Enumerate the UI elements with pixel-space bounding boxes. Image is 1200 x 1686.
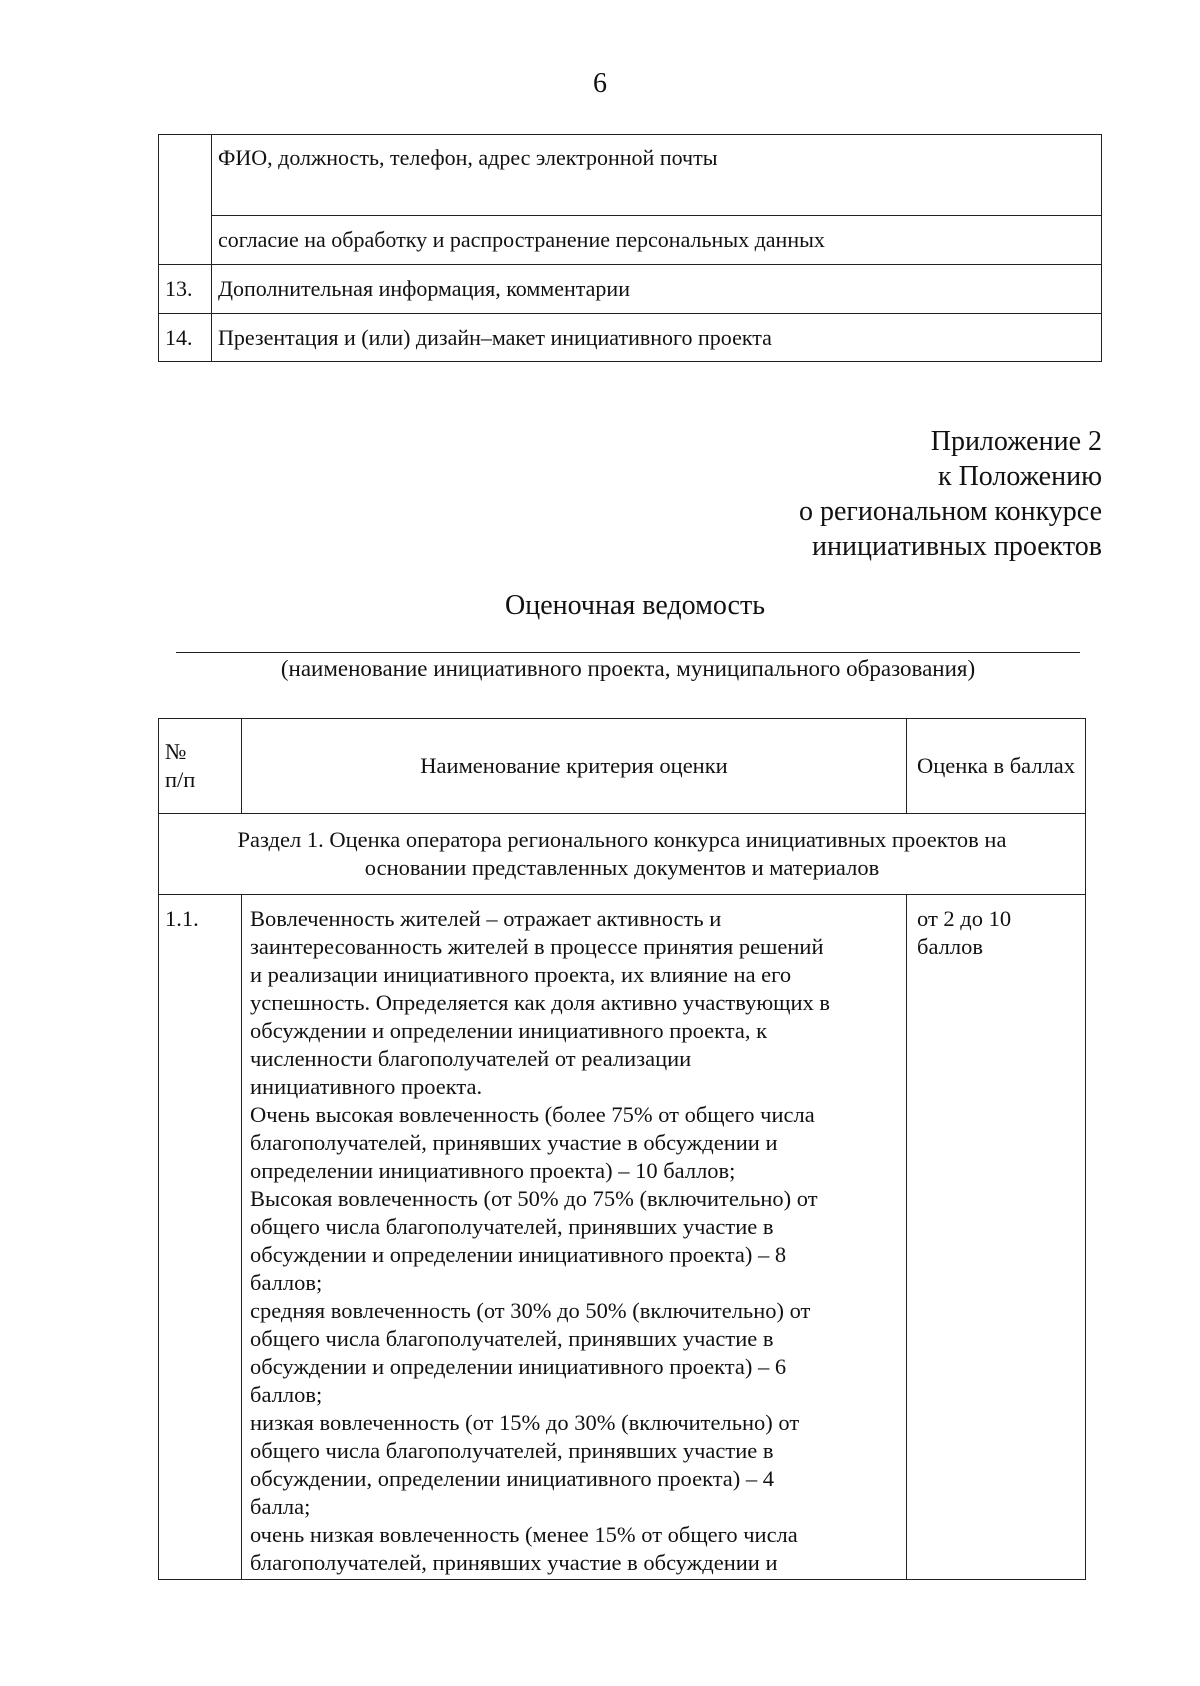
header-number-symbol: №	[165, 739, 187, 764]
criterion-text-line: очень низкая вовлеченность (менее 15% от общего числа	[250, 1522, 798, 1547]
fill-in-caption: (наименование инициативного проекта, муниципального образования)	[280, 656, 976, 681]
appendix-line: инициативных проектов	[812, 531, 1102, 562]
presentation-cell: Презентация и (или) дизайн–макет инициативного проекта	[212, 314, 1102, 362]
section-title-cell	[159, 814, 1086, 895]
page-number: 6	[593, 68, 607, 99]
section-title-line: Раздел 1. Оценка оператора регионального конкурса инициативных проектов на	[237, 827, 1007, 852]
section-title-line: основании представленных документов и материалов	[364, 855, 880, 880]
criterion-text-line: успешность. Определяется как доля активно участвующих в	[250, 990, 830, 1015]
criterion-text-line: определении инициативного проекта) – 10 баллов;	[250, 1158, 736, 1183]
criterion-description-cell	[242, 895, 907, 1580]
criterion-text-line: баллов;	[250, 1270, 323, 1295]
criterion-text-line: средняя вовлеченность (от 30% до 50% (включительно) от	[250, 1298, 811, 1323]
score-range-cell: от 2 до 10 баллов	[907, 895, 1086, 1580]
appendix-line: к Положению	[937, 461, 1102, 492]
criterion-text-line: обсуждении, определении инициативного проекта) – 4	[250, 1466, 775, 1491]
criterion-text-line: низкая вовлеченность (от 15% до 30% (включительно) от	[250, 1410, 800, 1435]
criterion-text-line: обсуждении и определении инициативного проекта) – 8	[250, 1242, 787, 1267]
criterion-text-line: обсуждении и определении инициативного проекта) – 6	[250, 1354, 787, 1379]
criterion-text-line: обсуждении и определении инициативного проекта, к	[250, 1018, 768, 1043]
appendix-heading	[799, 424, 1102, 564]
appendix-line: о региональном конкурсе	[798, 496, 1102, 527]
criterion-text-line: общего числа благополучателей, принявших участие в	[250, 1214, 774, 1239]
evaluation-table	[158, 718, 1086, 1580]
criterion-text-line: благополучателей, принявших участие в обсуждении и	[250, 1130, 778, 1155]
project-info-table-continuation	[158, 134, 1102, 362]
additional-info-cell: Дополнительная информация, комментарии	[212, 265, 1102, 314]
table-row	[159, 216, 1102, 265]
document-title: Оценочная ведомость	[505, 590, 765, 621]
table-row	[159, 314, 1102, 362]
criterion-text-line: Высокая вовлеченность (от 50% до 75% (включительно) от	[250, 1186, 818, 1211]
header-number-abbr: п/п	[165, 767, 196, 792]
criterion-text-line: балла;	[250, 1494, 311, 1519]
criterion-text-line: инициативного проекта.	[250, 1074, 483, 1099]
row-number-cell: 13.	[159, 265, 212, 314]
appendix-line: Приложение 2	[930, 426, 1102, 457]
header-score-cell: Оценка в баллах	[907, 719, 1086, 814]
criterion-text-line: и реализации инициативного проекта, их влияние на его	[250, 962, 792, 987]
section-row	[159, 814, 1086, 895]
table-row	[159, 895, 1086, 1580]
criterion-text-line: общего числа благополучателей, принявших участие в	[250, 1438, 774, 1463]
header-number-cell	[159, 719, 242, 814]
contact-info-cell: ФИО, должность, телефон, адрес электронной почты	[212, 135, 1102, 216]
criterion-text-line: благополучателей, принявших участие в обсуждении и	[250, 1550, 778, 1575]
criterion-text-line: численности благополучателей от реализации	[250, 1046, 692, 1071]
table-row	[159, 265, 1102, 314]
criterion-text-line: общего числа благополучателей, принявших участие в	[250, 1326, 774, 1351]
header-criterion-cell: Наименование критерия оценки	[242, 719, 907, 814]
criterion-text-line: Вовлеченность жителей – отражает активность и	[250, 906, 722, 931]
row-number-cell	[159, 135, 212, 265]
row-number-cell: 14.	[159, 314, 212, 362]
criterion-text-line: баллов;	[250, 1382, 323, 1407]
table-row	[159, 135, 1102, 216]
row-number-cell: 1.1.	[159, 895, 242, 1580]
fill-in-line	[176, 652, 1080, 653]
consent-cell: согласие на обработку и распространение персональных данных	[212, 216, 1102, 265]
criterion-text-line: заинтересованность жителей в процессе принятия решений	[250, 934, 824, 959]
criterion-text-line: Очень высокая вовлеченность (более 75% от общего числа	[250, 1102, 815, 1127]
table-header-row	[159, 719, 1086, 814]
